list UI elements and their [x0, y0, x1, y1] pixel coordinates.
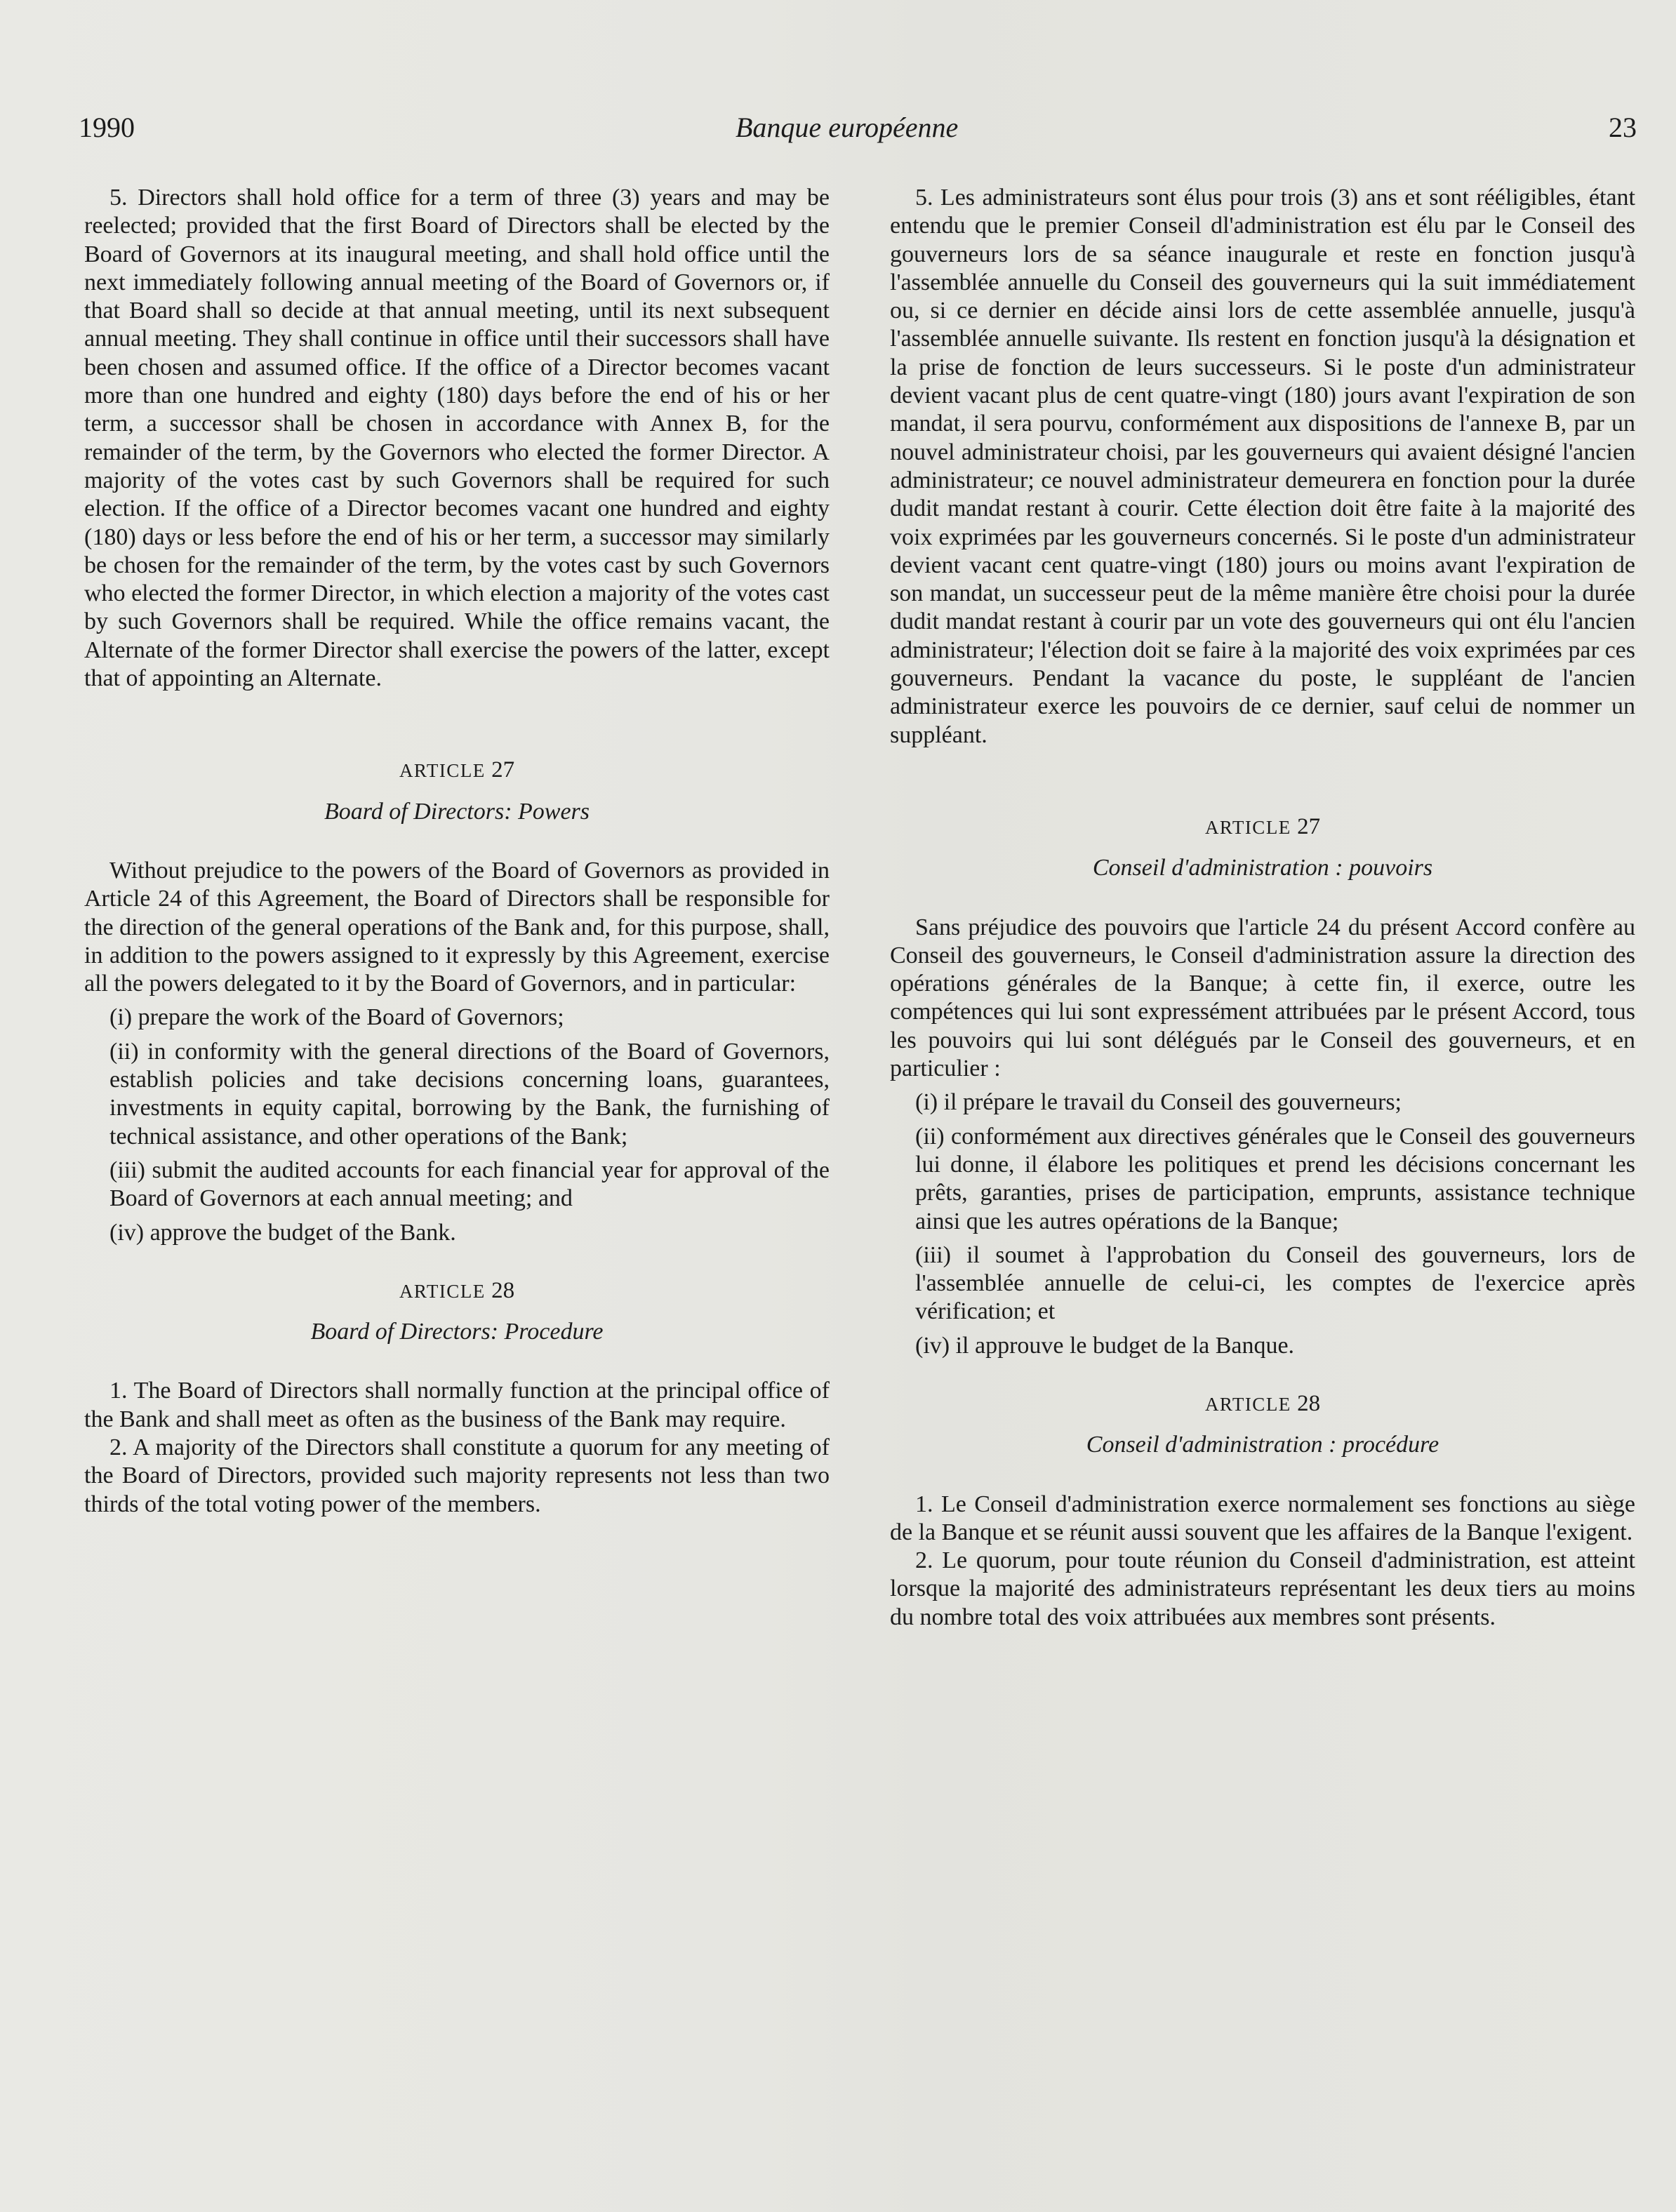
article-28-title: Conseil d'administration : procédure [1086, 1432, 1439, 1458]
article-28-paragraph-1: 1. The Board of Directors shall normally function at the principal office of the Bank and shall meet as often as the business of the Bank may require. [84, 1378, 830, 1432]
article-27-intro: Sans préjudice des pouvoirs que l'article 24 du présent Accord confère au Conseil des gouverneurs, le Conseil d'administration assure la direction des opérations générales de la Banque; à cette fin, il exerce, outre les compétences qui lui sont expressément attribuées par le présent Accord, tous les pouvoirs qui lui sont délégués par le Conseil des gouverneurs, et en particulier : [890, 914, 1635, 1082]
article-28-paragraph-2: 2. A majority of the Directors shall constitute a quorum for any meeting of the Board of Directors, provided such majority represents not less than two thirds of the total voting power of the members. [84, 1434, 830, 1517]
article-27-item: (iv) approve the budget of the Bank. [109, 1219, 456, 1246]
article-28-title: Board of Directors: Procedure [310, 1319, 604, 1345]
article-28-heading [890, 1390, 1635, 1418]
article-number: 28 [491, 1277, 515, 1303]
article-27-title: Board of Directors: Powers [324, 798, 590, 825]
article-27-item: (ii) conformément aux directives générales que le Conseil des gouverneurs lui donne, il élabore les politiques et prend les décisions concernant les prêts, garanties, prises de participation, emprunts, assistance technique ainsi que les autres opérations de la Banque; [915, 1123, 1635, 1234]
article-label: ARTICLE [399, 1280, 486, 1302]
article-28-paragraph-1: 1. Le Conseil d'administration exerce normalement ses fonctions au siège de la Banque et se réunit aussi souvent que les affaires de la Banque l'exigent. [890, 1491, 1635, 1545]
article-27-item: (iv) il approuve le budget de la Banque. [915, 1332, 1295, 1359]
article-number: 28 [1297, 1390, 1321, 1416]
article-27-intro: Without prejudice to the powers of the Board of Governors as provided in Article 24 of this Agreement, the Board of Directors shall be responsible for the direction of the general operations of the Bank and, for this purpose, shall, in addition to the powers assigned to it expressly by this Agreement, exercise all the powers delegated to it by the Board of Governors, and in particular: [84, 857, 830, 997]
article-27-heading [890, 813, 1635, 841]
paragraph-5: 5. Les administrateurs sont élus pour trois (3) ans et sont rééligibles, étant entendu que le premier Conseil dl'administration est élu par le Conseil des gouverneurs lors de sa séance inaugurale et reste en fonction jusqu'à l'assemblée annuelle du Conseil des gouverneurs qui la suit immédiatement ou, si ce dernier en décide ainsi lors de cette assemblée annuelle, jusqu'à l'assemblée annuelle suivante. Ils restent en fonction jusqu'à la désignation et la prise de fonction de leurs successeurs. Si le poste d'un administrateur devient vacant plus de cent quatre-vingt (180) jours avant l'expiration de son mandat, il sera pourvu, conformément aux dispositions de l'annexe B, par un nouvel administrateur choisi, par les gouverneurs qui avaient désigné l'ancien administrateur; ce nouvel administrateur demeurera en fonction pour la durée dudit mandat restant à courir. Cette élection doit être faite à la majorité des voix exprimées par les gouverneurs concernés. Si le poste d'un administrateur devient vacant cent quatre-vingt (180) jours ou moins avant l'expiration de son mandat, un successeur peut de la même manière être choisi pour la durée dudit mandat restant à courir par un vote des gouverneurs qui ont élu l'ancien administrateur; l'élection doit se faire à la majorité des voix exprimées par ces gouverneurs. Pendant la vacance du poste, le suppléant de l'ancien administrateur exerce les pouvoirs de ce dernier, sauf celui de nommer un suppléant. [890, 185, 1635, 748]
article-27-item: (i) il prépare le travail du Conseil des gouverneurs; [915, 1089, 1402, 1116]
article-number: 27 [1297, 813, 1321, 839]
page-header [79, 111, 1637, 153]
article-27-item: (ii) in conformity with the general directions of the Board of Governors, establish policies and take decisions concerning loans, guarantees, investments in equity capital, borrowing by the Bank, the furnishing of technical assistance, and other operations of the Bank; [109, 1038, 830, 1150]
article-label: ARTICLE [1204, 816, 1291, 838]
page-number: 23 [1609, 112, 1637, 143]
article-28-paragraph-2: 2. Le quorum, pour toute réunion du Conseil d'administration, est atteint lorsque la majorité des administrateurs représentant les deux tiers au moins du nombre total des voix attribuées aux membres sont présents. [890, 1547, 1635, 1630]
article-label: ARTICLE [399, 760, 486, 782]
article-27-item: (iii) submit the audited accounts for each financial year for approval of the Board of Governors at each annual meeting; and [109, 1157, 830, 1212]
article-27-item: (i) prepare the work of the Board of Governors; [109, 1004, 564, 1031]
article-28-heading [84, 1277, 830, 1305]
paragraph-5: 5. Directors shall hold office for a term of three (3) years and may be reelected; provided that the first Board of Directors shall be elected by the Board of Governors at its inaugural meeting, and shall hold office until the next immediately following annual meeting of the Board of Governors or, if that Board shall so decide at that annual meeting, until its next subsequent annual meeting. They shall continue in office until their successors shall have been chosen and assumed office. If the office of a Director becomes vacant more than one hundred and eighty (180) days before the end of his or her term, a successor shall be chosen in accordance with Annex B, for the remainder of the term, by the Governors who elected the former Director. A majority of the votes cast by such Governors shall be required for such election. If the office of a Director becomes vacant one hundred and eighty (180) days or less before the end of his or her term, a successor may similarly be chosen for the remainder of the term, by the votes cast by such Governors who elected the former Director, in which election a majority of the votes cast by such Governors shall be required. While the office remains vacant, the Alternate of the former Director shall exercise the powers of the latter, except that of appointing an Alternate. [84, 185, 830, 692]
running-title: Banque européenne [736, 112, 959, 143]
article-27-item: (iii) il soumet à l'approbation du Conseil des gouverneurs, lors de l'assemblée annuelle de celui-ci, les comptes de l'exercice après vérification; et [915, 1241, 1635, 1325]
french-column [890, 184, 1635, 1632]
english-column [84, 184, 830, 1519]
header-year: 1990 [79, 112, 135, 143]
article-label: ARTICLE [1204, 1393, 1291, 1415]
article-27-title: Conseil d'administration : pouvoirs [1092, 855, 1433, 881]
article-number: 27 [491, 757, 515, 783]
article-27-heading [84, 756, 830, 785]
